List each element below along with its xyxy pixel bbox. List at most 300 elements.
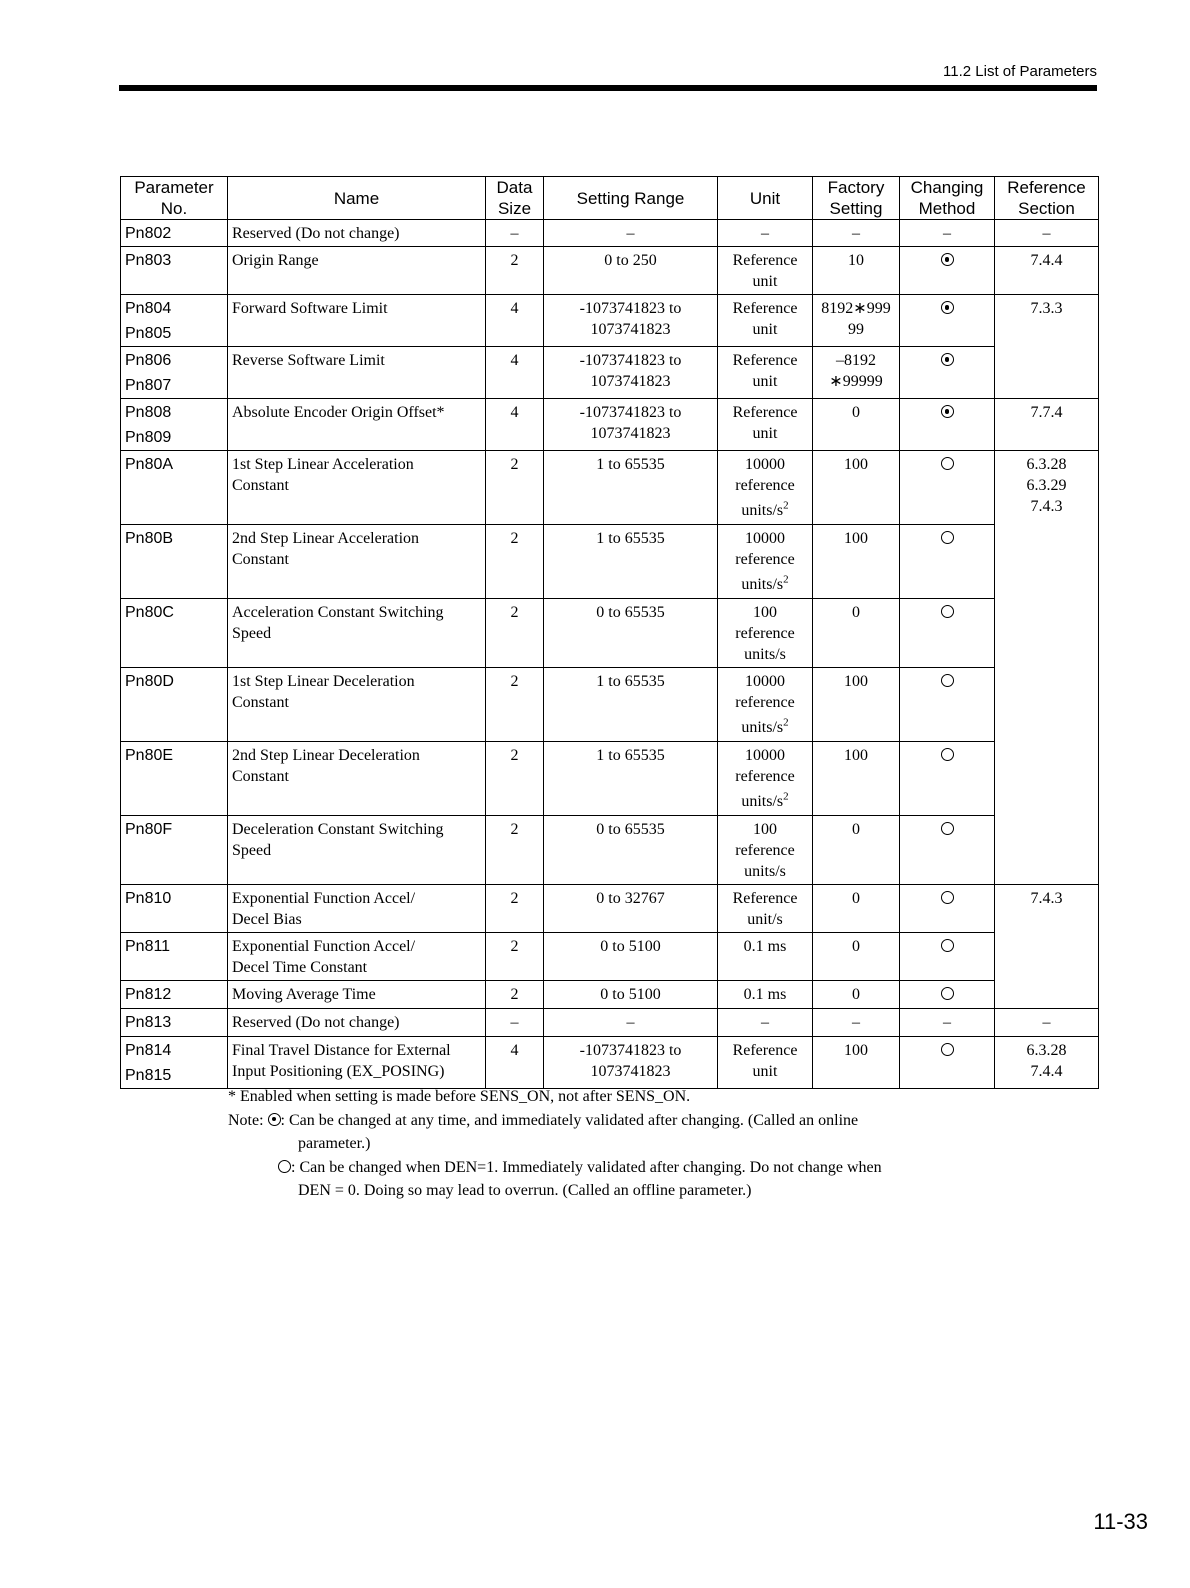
offline-symbol-icon: [941, 674, 954, 687]
online-symbol-icon: [268, 1113, 281, 1126]
reference-section: 7.4.3: [1030, 890, 1063, 907]
unit: 0.1 ms: [743, 938, 787, 955]
header-text: Setting Range: [576, 188, 685, 208]
cell-data-size: [486, 981, 544, 1009]
unit: 100: [753, 821, 777, 838]
cell-name: [228, 933, 486, 981]
cell-changing-method: [900, 295, 995, 347]
cell-parameter-no: [121, 885, 228, 933]
cell-unit: [718, 525, 813, 599]
parameter-no: Pn80A: [125, 456, 174, 473]
cell-unit: [718, 295, 813, 347]
online-symbol-icon: [941, 253, 954, 266]
cell-factory-setting: [813, 451, 900, 525]
unit: 10000: [745, 673, 785, 690]
cell-parameter-no: [121, 247, 228, 295]
cell-data-size: [486, 1009, 544, 1037]
setting-range: 1073741823: [590, 425, 671, 442]
cell-data-size: [486, 742, 544, 816]
reference-section: 7.4.4: [1030, 252, 1063, 269]
unit: Reference: [732, 252, 798, 269]
cell-parameter-no: [121, 981, 228, 1009]
factory-setting: 100: [844, 1042, 868, 1059]
data-size: 2: [510, 747, 519, 764]
reference-section: 7.3.3: [1030, 300, 1063, 317]
unit: –: [761, 1014, 769, 1031]
offline-text-1: : Can be changed when DEN=1. Immediately validated after changing. Do not change when: [291, 1158, 882, 1176]
cell-reference-section: [995, 295, 1099, 399]
offline-symbol-icon: [941, 822, 954, 835]
header-text: Name: [333, 188, 380, 208]
parameter-name: 2nd Step Linear Deceleration: [232, 747, 420, 764]
section-title: 11.2 List of Parameters: [943, 63, 1097, 80]
parameter-name: 1st Step Linear Acceleration: [232, 456, 414, 473]
col-unit-header: [718, 177, 813, 220]
changing-method: –: [943, 1014, 951, 1031]
reference-section: 7.4.3: [1030, 498, 1063, 515]
factory-setting: 100: [844, 456, 868, 473]
reference-section: 7.4.4: [1030, 1063, 1063, 1080]
table-row: [121, 599, 1099, 668]
reference-section: 6.3.28: [1026, 1042, 1067, 1059]
cell-name: [228, 668, 486, 742]
cell-factory-setting: [813, 885, 900, 933]
parameter-name: Reverse Software Limit: [232, 352, 385, 369]
offline-symbol-icon: [941, 457, 954, 470]
unit: Reference: [732, 404, 798, 421]
factory-setting: 10: [848, 252, 864, 269]
cell-data-size: [486, 525, 544, 599]
setting-range: -1073741823 to: [579, 404, 682, 421]
table-row: [121, 399, 1099, 451]
header-text: Method: [918, 199, 976, 218]
setting-range: 1 to 65535: [596, 747, 665, 764]
cell-name: [228, 816, 486, 885]
cell-setting-range: [544, 399, 718, 451]
cell-unit: [718, 247, 813, 295]
parameter-no: Pn814: [125, 1042, 172, 1059]
cell-data-size: [486, 247, 544, 295]
cell-reference-section: [995, 399, 1099, 451]
col-reference-section-header: [995, 177, 1099, 220]
parameter-no: Pn812: [125, 986, 172, 1003]
online-text-1: : Can be changed at any time, and immediately validated after changing. (Called an online: [280, 1111, 859, 1129]
setting-range: 1 to 65535: [596, 456, 665, 473]
cell-changing-method: [900, 247, 995, 295]
cell-parameter-no: [121, 220, 228, 247]
factory-setting: 99: [848, 321, 864, 338]
cell-setting-range: [544, 247, 718, 295]
cell-parameter-no: [121, 816, 228, 885]
factory-setting: ∗99999: [829, 373, 883, 390]
data-size: 2: [510, 252, 519, 269]
header-text: Changing: [910, 178, 984, 197]
parameter-name: Constant: [232, 477, 289, 494]
reference-section: –: [1042, 1014, 1051, 1031]
cell-data-size: [486, 668, 544, 742]
offline-symbol-icon: [278, 1160, 291, 1173]
cell-setting-range: [544, 525, 718, 599]
cell-parameter-no: [121, 1009, 228, 1037]
cell-name: [228, 399, 486, 451]
factory-setting: 0: [852, 890, 860, 907]
unit: reference: [735, 551, 795, 568]
cell-unit: [718, 981, 813, 1009]
setting-range: -1073741823 to: [579, 1042, 682, 1059]
table-row: [121, 220, 1099, 247]
reference-section: 6.3.29: [1026, 477, 1067, 494]
parameter-table: [120, 176, 1099, 1089]
table-row: [121, 1009, 1099, 1037]
parameter-name: Input Positioning (EX_POSING): [232, 1063, 445, 1080]
parameter-name: Forward Software Limit: [232, 300, 388, 317]
cell-reference-section: [995, 247, 1099, 295]
table-row: [121, 525, 1099, 599]
table-body: [121, 220, 1099, 1089]
parameter-no: Pn813: [125, 1014, 172, 1031]
online-symbol-icon: [941, 301, 954, 314]
offline-symbol-icon: [941, 605, 954, 618]
factory-setting: 0: [852, 604, 860, 621]
setting-range: -1073741823 to: [579, 352, 682, 369]
reference-section: 6.3.28: [1026, 456, 1067, 473]
setting-range: 0 to 5100: [600, 986, 661, 1003]
unit: reference: [735, 842, 795, 859]
cell-data-size: [486, 816, 544, 885]
cell-setting-range: [544, 933, 718, 981]
cell-parameter-no: [121, 525, 228, 599]
cell-changing-method: [900, 399, 995, 451]
cell-reference-section: [995, 220, 1099, 247]
unit: Reference: [732, 352, 798, 369]
cell-changing-method: [900, 451, 995, 525]
footnote: * Enabled when setting is made before SENS_ON, not after SENS_ON.: [228, 1088, 691, 1105]
data-size: 4: [510, 404, 519, 421]
factory-setting: 100: [844, 747, 868, 764]
table-row: [121, 295, 1099, 347]
setting-range: 1073741823: [590, 321, 671, 338]
header-text: Parameter: [134, 178, 214, 197]
cell-setting-range: [544, 1009, 718, 1037]
parameter-name: Moving Average Time: [232, 986, 376, 1003]
unit: units/s: [744, 646, 786, 663]
cell-reference-section: [995, 451, 1099, 885]
cell-parameter-no: [121, 399, 228, 451]
cell-name: [228, 1009, 486, 1037]
col-setting-range-header: [544, 177, 718, 220]
cell-changing-method: [900, 347, 995, 399]
data-size: 4: [510, 352, 519, 369]
unit: 10000: [745, 530, 785, 547]
cell-reference-section: [995, 885, 1099, 1009]
cell-unit: [718, 1037, 813, 1089]
cell-parameter-no: [121, 668, 228, 742]
cell-setting-range: [544, 451, 718, 525]
cell-data-size: [486, 599, 544, 668]
offline-symbol-icon: [941, 531, 954, 544]
cell-factory-setting: [813, 816, 900, 885]
cell-name: [228, 525, 486, 599]
data-size: 2: [510, 604, 519, 621]
cell-factory-setting: [813, 933, 900, 981]
table-row: [121, 933, 1099, 981]
cell-name: [228, 247, 486, 295]
header-text: Section: [1018, 199, 1075, 218]
cell-setting-range: [544, 347, 718, 399]
cell-setting-range: [544, 599, 718, 668]
unit: Reference: [732, 1042, 798, 1059]
parameter-no: Pn802: [125, 225, 172, 242]
unit: reference: [735, 477, 795, 494]
data-size: 2: [510, 456, 519, 473]
cell-changing-method: [900, 525, 995, 599]
cell-data-size: [486, 451, 544, 525]
parameter-name: Constant: [232, 768, 289, 785]
parameter-name: Deceleration Constant Switching: [232, 821, 444, 838]
cell-setting-range: [544, 668, 718, 742]
parameter-no: Pn803: [125, 252, 172, 269]
cell-setting-range: [544, 816, 718, 885]
parameter-name: Speed: [232, 625, 272, 642]
header-text: Data: [496, 178, 533, 197]
table-row: [121, 247, 1099, 295]
data-size: –: [510, 225, 519, 242]
factory-setting: 0: [852, 986, 860, 1003]
setting-range: –: [626, 1014, 635, 1031]
parameter-no: Pn80D: [125, 673, 174, 690]
changing-method: –: [943, 225, 951, 242]
cell-factory-setting: [813, 1009, 900, 1037]
notes-block: [228, 1085, 988, 1203]
parameter-no: Pn80C: [125, 604, 174, 621]
factory-setting: –: [852, 1014, 860, 1031]
data-size: 2: [510, 530, 519, 547]
setting-range: -1073741823 to: [579, 300, 682, 317]
parameter-no: Pn815: [125, 1067, 172, 1084]
parameter-no: Pn80F: [125, 821, 173, 838]
online-text-2: parameter.): [298, 1135, 371, 1152]
offline-symbol-icon: [941, 1043, 954, 1056]
cell-changing-method: [900, 1037, 995, 1089]
parameter-name: 1st Step Linear Deceleration: [232, 673, 415, 690]
offline-symbol-icon: [941, 939, 954, 952]
cell-name: [228, 220, 486, 247]
offline-text-2: DEN = 0. Doing so may lead to overrun. (Called an offline parameter.): [298, 1182, 752, 1199]
header-text: Unit: [749, 188, 781, 208]
parameter-name: Acceleration Constant Switching: [232, 604, 444, 621]
setting-range: –: [626, 225, 635, 242]
table-row: [121, 668, 1099, 742]
cell-factory-setting: [813, 981, 900, 1009]
unit: unit: [752, 321, 778, 338]
header-text: No.: [160, 199, 188, 218]
parameter-no: Pn807: [125, 377, 172, 394]
unit: reference: [735, 625, 795, 642]
header-text: Reference: [1007, 178, 1086, 197]
cell-changing-method: [900, 599, 995, 668]
cell-changing-method: [900, 668, 995, 742]
cell-reference-section: [995, 1009, 1099, 1037]
header-rule: [119, 85, 1097, 91]
parameter-no: Pn808: [125, 404, 172, 421]
cell-unit: [718, 816, 813, 885]
parameter-no: Pn809: [125, 429, 172, 446]
cell-setting-range: [544, 885, 718, 933]
factory-setting: 0: [852, 821, 860, 838]
table-row: [121, 816, 1099, 885]
cell-factory-setting: [813, 295, 900, 347]
cell-unit: [718, 347, 813, 399]
cell-data-size: [486, 399, 544, 451]
cell-factory-setting: [813, 247, 900, 295]
cell-changing-method: [900, 742, 995, 816]
table-row: [121, 347, 1099, 399]
cell-unit: [718, 933, 813, 981]
cell-reference-section: [995, 1037, 1099, 1089]
data-size: 2: [510, 821, 519, 838]
unit: units/$s^2$: [741, 791, 789, 811]
cell-factory-setting: [813, 668, 900, 742]
parameter-name: Speed: [232, 842, 272, 859]
unit: 10000: [745, 747, 785, 764]
parameter-no: Pn811: [125, 938, 171, 955]
unit: unit: [752, 1063, 778, 1080]
cell-data-size: [486, 295, 544, 347]
cell-name: [228, 347, 486, 399]
parameter-no: Pn806: [125, 352, 172, 369]
parameter-no: Pn804: [125, 300, 172, 317]
online-symbol-icon: [941, 353, 954, 366]
note-label: Note:: [228, 1111, 264, 1129]
cell-unit: [718, 451, 813, 525]
parameter-name: Reserved (Do not change): [232, 1014, 400, 1031]
data-size: 2: [510, 938, 519, 955]
table-row: [121, 451, 1099, 525]
unit: units/s: [744, 863, 786, 880]
cell-changing-method: [900, 885, 995, 933]
cell-setting-range: [544, 295, 718, 347]
parameter-name: Exponential Function Accel/: [232, 938, 416, 955]
unit: reference: [735, 694, 795, 711]
parameter-name: Reserved (Do not change): [232, 225, 400, 242]
online-symbol-icon: [941, 405, 954, 418]
unit: units/$s^2$: [741, 500, 789, 520]
cell-parameter-no: [121, 599, 228, 668]
parameter-name: Final Travel Distance for External: [232, 1042, 451, 1059]
parameter-no: Pn80B: [125, 530, 174, 547]
factory-setting: 100: [844, 530, 868, 547]
cell-setting-range: [544, 1037, 718, 1089]
unit: reference: [735, 768, 795, 785]
cell-unit: [718, 668, 813, 742]
unit: Reference: [732, 890, 798, 907]
cell-name: [228, 1037, 486, 1089]
col-data-size-header: [486, 177, 544, 220]
cell-factory-setting: [813, 599, 900, 668]
cell-setting-range: [544, 981, 718, 1009]
setting-range: 0 to 5100: [600, 938, 661, 955]
col-changing-method-header: [900, 177, 995, 220]
parameter-name: Constant: [232, 551, 289, 568]
parameter-name: Exponential Function Accel/: [232, 890, 416, 907]
cell-parameter-no: [121, 742, 228, 816]
cell-unit: [718, 220, 813, 247]
data-size: 2: [510, 673, 519, 690]
parameter-name: Constant: [232, 694, 289, 711]
cell-data-size: [486, 885, 544, 933]
parameter-name: 2nd Step Linear Acceleration: [232, 530, 420, 547]
header-text: Size: [497, 199, 532, 218]
cell-data-size: [486, 220, 544, 247]
unit: units/$s^2$: [741, 717, 789, 737]
unit: 10000: [745, 456, 785, 473]
cell-factory-setting: [813, 220, 900, 247]
unit: unit: [752, 373, 778, 390]
setting-range: 0 to 250: [604, 252, 657, 269]
setting-range: 0 to 65535: [596, 821, 665, 838]
table-row: [121, 885, 1099, 933]
cell-setting-range: [544, 220, 718, 247]
note-online: [228, 1109, 988, 1133]
data-size: –: [510, 1014, 519, 1031]
cell-factory-setting: [813, 525, 900, 599]
header-text: Factory: [827, 178, 885, 197]
factory-setting: 8192∗999: [821, 300, 891, 317]
page-number: 11-33: [1093, 1509, 1148, 1534]
unit: unit: [752, 425, 778, 442]
offline-symbol-icon: [941, 748, 954, 761]
cell-name: [228, 599, 486, 668]
parameter-name: Origin Range: [232, 252, 319, 269]
cell-unit: [718, 599, 813, 668]
cell-factory-setting: [813, 1037, 900, 1089]
cell-data-size: [486, 347, 544, 399]
factory-setting: 0: [852, 938, 860, 955]
unit: unit/s: [747, 911, 783, 928]
cell-data-size: [486, 1037, 544, 1089]
cell-changing-method: [900, 981, 995, 1009]
table-row: [121, 981, 1099, 1009]
parameter-no: Pn80E: [125, 747, 174, 764]
setting-range: 0 to 65535: [596, 604, 665, 621]
setting-range: 1073741823: [590, 1063, 671, 1080]
cell-factory-setting: [813, 399, 900, 451]
setting-range: 1 to 65535: [596, 673, 665, 690]
cell-changing-method: [900, 220, 995, 247]
data-size: 4: [510, 300, 519, 317]
note-offline: [228, 1156, 988, 1180]
cell-factory-setting: [813, 742, 900, 816]
parameter-no: Pn805: [125, 325, 172, 342]
cell-parameter-no: [121, 347, 228, 399]
table-row: [121, 1037, 1099, 1089]
unit: –: [761, 225, 769, 242]
offline-symbol-icon: [941, 987, 954, 1000]
setting-range: 1073741823: [590, 373, 671, 390]
cell-data-size: [486, 933, 544, 981]
col-name-header: [228, 177, 486, 220]
table-row: [121, 742, 1099, 816]
offline-symbol-icon: [941, 891, 954, 904]
parameter-no: Pn810: [125, 890, 172, 907]
parameter-name: Decel Time Constant: [232, 959, 368, 976]
cell-parameter-no: [121, 933, 228, 981]
unit: Reference: [732, 300, 798, 317]
cell-unit: [718, 742, 813, 816]
cell-changing-method: [900, 816, 995, 885]
cell-changing-method: [900, 1009, 995, 1037]
data-size: 4: [510, 1042, 519, 1059]
